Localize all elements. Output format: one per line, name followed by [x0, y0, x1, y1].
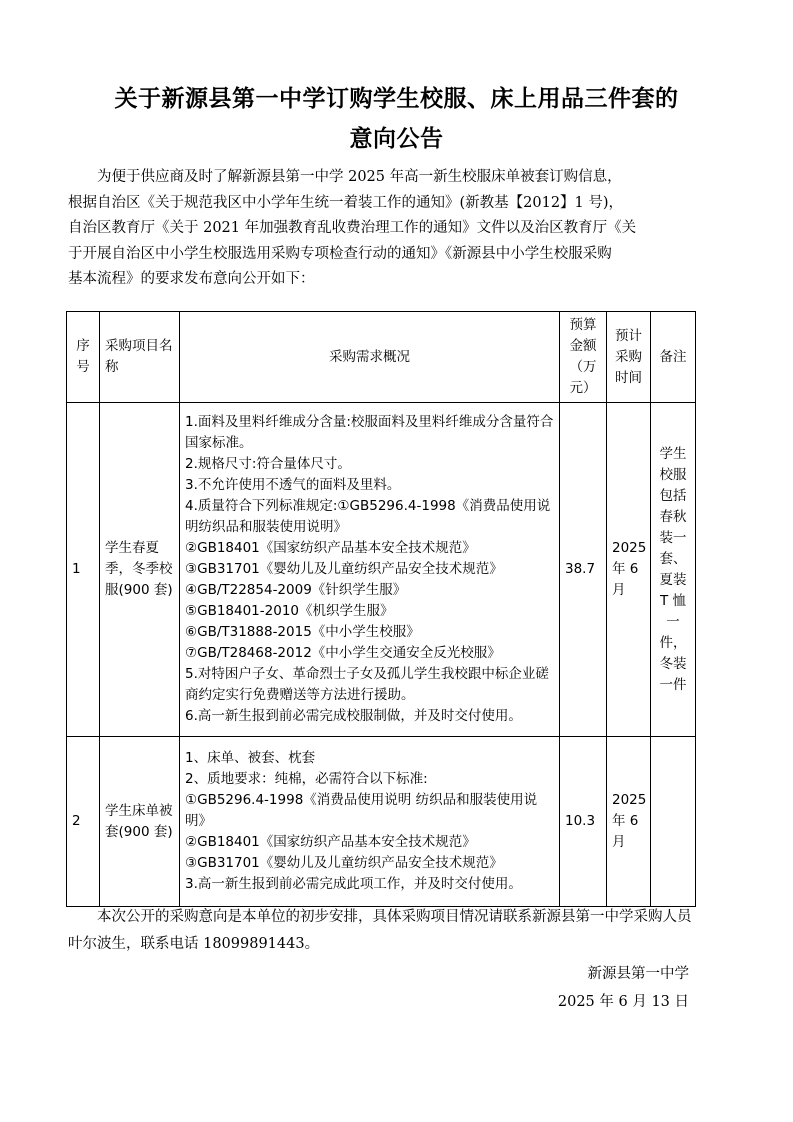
signature-date: 2025 年 6 月 13 日: [557, 994, 689, 1010]
requirement-item: 3.高一新生报到前必需完成此项工作，并及时交付使用。: [185, 876, 522, 892]
header-name: 采购项目名称: [100, 312, 180, 403]
table-row: [67, 737, 696, 907]
notice-title-line1: 关于新源县第一中学订购学生校服、床上用品三件套的: [114, 86, 679, 112]
requirement-item: 5.对特困户子女、革命烈士子女及孤儿学生我校跟中标企业磋商约定实行免费赠送等方法进行援助。: [185, 666, 549, 703]
intro-line: 根据自治区《关于规范我区中小学年生统一着装工作的通知》(新教基【2012】1 号)，: [68, 194, 624, 211]
requirement-item: ②GB18401《国家纺织产品基本安全技术规范》: [185, 834, 476, 850]
row-remark: [651, 737, 696, 907]
footer-text: [68, 904, 693, 958]
footer-line: 本次公开的采购意向是本单位的初步安排，具体采购项目情况请联系新源县第一中: [97, 909, 619, 925]
header-time: 预计采购时间: [607, 312, 651, 403]
requirement-item: 3.不允许使用不透气的面料及里料。: [185, 477, 401, 493]
footer-line: 学采购人员叶尔波生，联系电话 18099891443。: [68, 909, 692, 952]
requirement-item: ⑥GB/T31888-2015《中小学生校服》: [185, 624, 420, 640]
requirement-item: 2、质地要求：纯棉，必需符合以下标准:: [185, 771, 428, 787]
row-no: 2: [67, 737, 100, 907]
row-budget: 38.7: [560, 403, 607, 737]
header-no: 序号: [67, 312, 100, 403]
requirement-item: ①GB5296.4-1998《消费品使用说明 纺织品和服装使用说明》: [185, 792, 538, 829]
requirement-item: 1.面料及里料纤维成分含量:校服面料及里料纤维成分含量符合国家标准。: [185, 414, 554, 451]
row-time: 2025 年 6 月: [607, 403, 651, 737]
table-header-row: [67, 312, 696, 403]
requirement-item: ⑤GB18401-2010《机织学生服》: [185, 603, 394, 619]
row-budget: 10.3: [560, 737, 607, 907]
header-remark: 备注: [651, 312, 696, 403]
intro-line: 为便于供应商及时了解新源县第一中学 2025 年高一新生校服床单被套订购信息，: [97, 169, 622, 185]
requirement-item: 4.质量符合下列标准规定:①GB5296.4-1998《消费品使用说明纺织品和服装使用说明》: [185, 498, 551, 535]
footer-paragraph: [68, 904, 693, 958]
procurement-table: [66, 311, 696, 907]
signature-org: 新源县第一中学: [587, 966, 689, 982]
row-name: 学生春夏季，冬季校服(900 套): [100, 403, 180, 737]
table-row: [67, 403, 696, 737]
requirement-item: 1、床单、被套、枕套: [185, 750, 316, 766]
requirement-item: 2.规格尺寸:符合量体尺寸。: [185, 456, 351, 472]
row-requirements: [180, 403, 560, 737]
requirement-item: ③GB31701《婴幼儿及儿童纺织产品安全技术规范》: [185, 561, 503, 577]
header-requirements: 采购需求概况: [180, 312, 560, 403]
requirement-item: ②GB18401《国家纺织产品基本安全技术规范》: [185, 540, 476, 556]
intro-line: 基本流程》的要求发布意向公开如下：: [68, 271, 315, 287]
notice-title-line2: 意向公告: [349, 126, 444, 152]
requirement-item: ④GB/T22854-2009《针织学生服》: [185, 582, 407, 598]
row-remark: 学生校服包括春秋装一套、夏装 T 恤一件，冬装一件: [651, 403, 696, 737]
row-requirements: [180, 737, 560, 907]
row-time: 2025 年 6 月: [607, 737, 651, 907]
requirement-item: ③GB31701《婴幼儿及儿童纺织产品安全技术规范》: [185, 855, 503, 871]
intro-paragraph: [68, 165, 693, 293]
row-name: 学生床单被套(900 套): [100, 737, 180, 907]
intro-line: 于开展自治区中小学生校服选用采购专项检查行动的通知》《新源县中小学生校服采购: [68, 245, 612, 262]
header-budget: 预算金额（万元）: [560, 312, 607, 403]
intro-line: 自治区教育厅《关于 2021 年加强教育乱收费治理工作的通知》文件以及治区教育厅《关: [68, 220, 637, 236]
row-no: 1: [67, 403, 100, 737]
requirement-item: ⑦GB/T28468-2012《中小学生交通安全反光校服》: [185, 645, 501, 661]
requirement-item: 6.高一新生报到前必需完成校服制做，并及时交付使用。: [185, 708, 522, 724]
